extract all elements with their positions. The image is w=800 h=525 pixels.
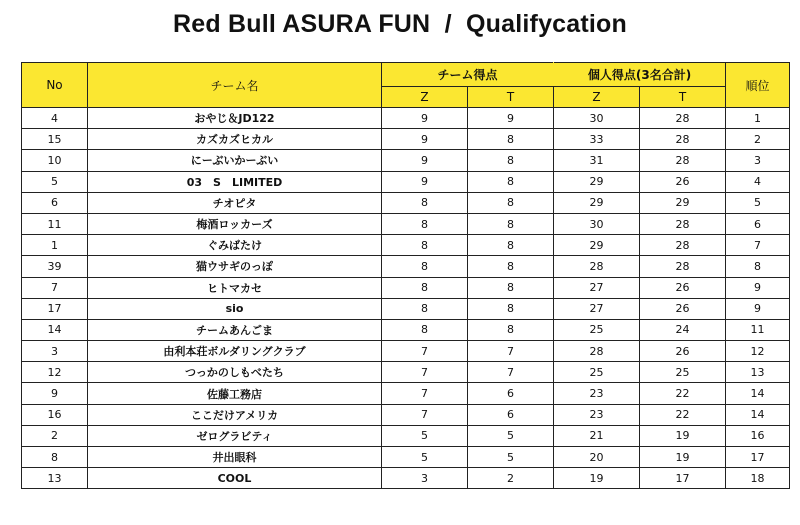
cell-individual-t: 28 [640,150,726,171]
cell-team-z: 7 [382,404,468,425]
cell-team-z: 8 [382,319,468,340]
cell-team-name: つっかのしもべたち [88,362,382,383]
cell-individual-z: 27 [554,298,640,319]
cell-rank: 11 [726,319,790,340]
cell-individual-t: 26 [640,171,726,192]
cell-team-name: にーぶいかーぶい [88,150,382,171]
cell-no: 10 [22,150,88,171]
table-row [22,319,790,340]
cell-rank: 4 [726,171,790,192]
cell-no: 9 [22,383,88,404]
cell-rank: 5 [726,192,790,213]
cell-team-z: 8 [382,213,468,234]
cell-individual-t: 19 [640,425,726,446]
cell-individual-z: 33 [554,129,640,150]
header-team-points: チーム得点 [382,63,554,87]
cell-rank: 3 [726,150,790,171]
cell-rank: 9 [726,298,790,319]
header-rank: 順位 [726,63,790,108]
header-team-name: チーム名 [88,63,382,108]
cell-individual-z: 21 [554,425,640,446]
header-individual-t: T [640,87,726,108]
cell-team-name: 猫ウサギのっぽ [88,256,382,277]
cell-no: 7 [22,277,88,298]
cell-team-z: 7 [382,362,468,383]
cell-individual-t: 28 [640,108,726,129]
cell-individual-z: 25 [554,319,640,340]
cell-team-t: 8 [468,192,554,213]
cell-team-t: 8 [468,150,554,171]
cell-individual-t: 19 [640,447,726,468]
cell-team-name: おやじ＆JD122 [88,108,382,129]
table-body [22,108,790,489]
table-row [22,383,790,404]
cell-individual-z: 30 [554,108,640,129]
page-title: Red Bull ASURA FUN / Qualifycation [173,10,627,38]
cell-individual-z: 28 [554,256,640,277]
cell-team-z: 8 [382,298,468,319]
table-row [22,192,790,213]
cell-individual-t: 26 [640,341,726,362]
table-row [22,425,790,446]
cell-team-t: 8 [468,319,554,340]
cell-rank: 6 [726,213,790,234]
table-row [22,468,790,489]
cell-no: 2 [22,425,88,446]
cell-no: 12 [22,362,88,383]
cell-team-t: 8 [468,235,554,256]
table-row [22,277,790,298]
cell-rank: 8 [726,256,790,277]
cell-team-name: チームあんごま [88,319,382,340]
cell-team-t: 7 [468,341,554,362]
cell-rank: 14 [726,383,790,404]
header-individual-z: Z [554,87,640,108]
header-individual-points: 個人得点(3名合計) [554,63,726,87]
cell-team-name: 井出眼科 [88,447,382,468]
cell-team-t: 8 [468,298,554,319]
cell-individual-t: 24 [640,319,726,340]
cell-team-name: ここだけアメリカ [88,404,382,425]
cell-team-name: ゼログラビティ [88,425,382,446]
cell-individual-z: 29 [554,192,640,213]
cell-team-z: 5 [382,425,468,446]
cell-team-z: 8 [382,277,468,298]
cell-rank: 2 [726,129,790,150]
cell-team-t: 6 [468,383,554,404]
cell-team-name: ヒトマカセ [88,277,382,298]
cell-team-z: 8 [382,192,468,213]
table-row [22,235,790,256]
cell-team-t: 8 [468,171,554,192]
cell-no: 4 [22,108,88,129]
cell-individual-z: 29 [554,235,640,256]
cell-team-z: 7 [382,383,468,404]
cell-team-name: カズカズヒカル [88,129,382,150]
cell-team-t: 7 [468,362,554,383]
table-row [22,171,790,192]
cell-team-t: 5 [468,425,554,446]
cell-no: 14 [22,319,88,340]
cell-rank: 7 [726,235,790,256]
cell-individual-t: 22 [640,383,726,404]
cell-team-name: 梅酒ロッカーズ [88,213,382,234]
table-row [22,362,790,383]
cell-individual-t: 17 [640,468,726,489]
cell-team-name: sio [88,298,382,319]
cell-rank: 9 [726,277,790,298]
cell-team-name: COOL [88,468,382,489]
cell-team-t: 9 [468,108,554,129]
cell-team-z: 9 [382,171,468,192]
cell-team-name: ぐみばたけ [88,235,382,256]
cell-individual-t: 28 [640,256,726,277]
cell-team-t: 8 [468,256,554,277]
cell-team-name: 03 S LIMITED [88,171,382,192]
results-table [21,62,790,489]
cell-individual-t: 28 [640,129,726,150]
cell-individual-t: 28 [640,235,726,256]
cell-no: 13 [22,468,88,489]
cell-individual-t: 22 [640,404,726,425]
cell-team-z: 3 [382,468,468,489]
cell-team-name: 佐藤工務店 [88,383,382,404]
cell-individual-z: 30 [554,213,640,234]
cell-team-z: 9 [382,150,468,171]
table-row [22,129,790,150]
cell-team-t: 5 [468,447,554,468]
cell-rank: 18 [726,468,790,489]
table-row [22,108,790,129]
header-no: No [22,63,88,108]
cell-team-z: 5 [382,447,468,468]
header-team-z: Z [382,87,468,108]
cell-rank: 13 [726,362,790,383]
cell-no: 5 [22,171,88,192]
cell-team-t: 8 [468,213,554,234]
cell-individual-z: 31 [554,150,640,171]
cell-team-t: 6 [468,404,554,425]
table-row [22,150,790,171]
header-team-t: T [468,87,554,108]
cell-no: 6 [22,192,88,213]
cell-no: 11 [22,213,88,234]
table-row [22,404,790,425]
cell-individual-t: 26 [640,298,726,319]
cell-individual-t: 29 [640,192,726,213]
table-row [22,447,790,468]
cell-rank: 17 [726,447,790,468]
cell-individual-z: 23 [554,383,640,404]
cell-team-z: 8 [382,256,468,277]
cell-rank: 14 [726,404,790,425]
cell-individual-z: 19 [554,468,640,489]
cell-rank: 12 [726,341,790,362]
table-header [22,63,790,108]
cell-team-z: 9 [382,108,468,129]
cell-individual-z: 23 [554,404,640,425]
cell-individual-t: 26 [640,277,726,298]
cell-no: 1 [22,235,88,256]
cell-rank: 1 [726,108,790,129]
cell-team-t: 2 [468,468,554,489]
table-row [22,256,790,277]
cell-rank: 16 [726,425,790,446]
cell-no: 16 [22,404,88,425]
table-row [22,213,790,234]
cell-no: 3 [22,341,88,362]
cell-no: 15 [22,129,88,150]
table-row [22,341,790,362]
cell-team-name: チオピタ [88,192,382,213]
cell-team-z: 7 [382,341,468,362]
cell-team-z: 9 [382,129,468,150]
cell-individual-z: 29 [554,171,640,192]
table-row [22,298,790,319]
cell-team-z: 8 [382,235,468,256]
cell-team-t: 8 [468,129,554,150]
cell-individual-z: 27 [554,277,640,298]
cell-individual-z: 20 [554,447,640,468]
cell-individual-z: 25 [554,362,640,383]
cell-team-name: 由利本荘ボルダリングクラブ [88,341,382,362]
cell-no: 17 [22,298,88,319]
cell-individual-t: 28 [640,213,726,234]
cell-individual-z: 28 [554,341,640,362]
cell-individual-t: 25 [640,362,726,383]
cell-team-t: 8 [468,277,554,298]
cell-no: 8 [22,447,88,468]
cell-no: 39 [22,256,88,277]
